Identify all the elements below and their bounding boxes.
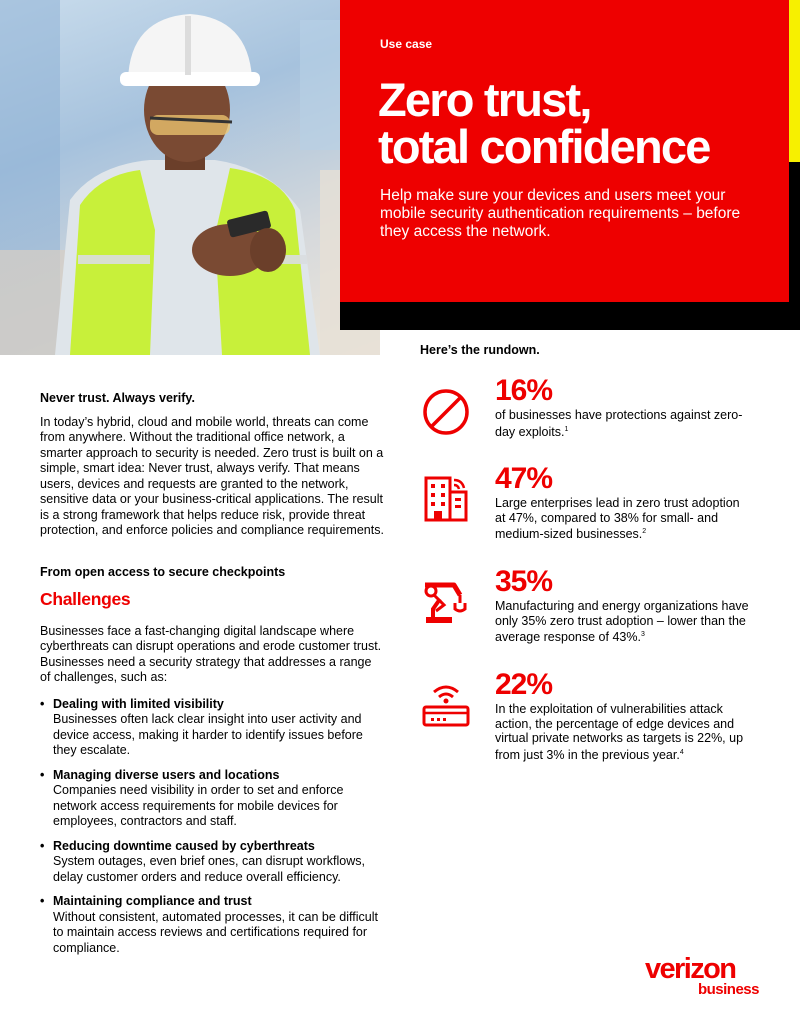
stat-description: In the exploitation of vulnerabilities attack action, the percentage of edge devices and virtual private networks as targets is 22%, up from just 3% in the previous year.$^4$ (495, 702, 744, 762)
eyebrow-label: Use case (380, 37, 433, 51)
bullet-text: Companies need visibility in order to set and enforce network access requirements for mobile devices for employees, contractors and staff. (53, 783, 344, 828)
challenges-intro: Businesses face a fast-changing digital landscape where cyberthreats can disrupt operations and erode customer trust. Businesses need a security strategy that addresses a range of challenges, such as: (40, 623, 382, 684)
footnote-marker: 4 (679, 748, 684, 756)
verizon-business-logo (645, 955, 765, 997)
bullet-title: • Maintaining compliance and trust (53, 894, 252, 908)
bullet-text: Businesses often lack clear insight into user activity and device access, making it harder to identify issues before they escalate. (53, 712, 363, 757)
footnote-marker: 2 (642, 528, 647, 535)
page-title (378, 73, 778, 173)
black-accent-bar (789, 162, 800, 302)
footnote-marker: 1 (564, 425, 569, 433)
rundown-heading: Here’s the rundown. (420, 343, 540, 357)
list-item (40, 768, 385, 830)
robotic-arm-icon (420, 577, 472, 629)
stat-value: 47% (495, 462, 553, 495)
intro-paragraph: In today’s hybrid, cloud and mobile world, threats can come from anywhere. Without the traditional office network, a smarter approach to security is needed. Zero trust is built on a simple, smart idea: Never trust, always verify. That means users, devices and requests are granted to the network, sensitive data or your business-critical applications. The result is a strong framework that helps reduce risk, provide threat protection, and enforce policies and compliance requirements. (40, 414, 384, 537)
list-item (40, 697, 385, 759)
list-item (40, 894, 385, 956)
section-heading: From open access to secure checkpoints (40, 564, 286, 579)
intro-heading: Never trust. Always verify. (40, 391, 195, 405)
logo-wordmark: verizon (645, 953, 736, 985)
bullet-text: Without consistent, automated processes, it can be difficult to maintain access reviews and certifications required for compliance. (53, 909, 378, 955)
buildings-icon (420, 474, 472, 526)
router-icon (420, 680, 472, 732)
hero-subtitle: Help make sure your devices and users meet your mobile security authentication requirements – before they access the network. (380, 187, 741, 240)
challenges-list (40, 697, 385, 957)
hero-panel (340, 0, 789, 302)
footnote-marker: 3 (640, 631, 645, 638)
prohibited-icon (420, 386, 472, 438)
title-line-2: total confidence (378, 120, 710, 173)
worker-illustration (0, 0, 380, 355)
stat-value: 35% (495, 565, 553, 598)
list-item (40, 839, 385, 886)
bullet-text: System outages, even brief ones, can disrupt workflows, delay customer orders and reduce overall efficiency. (53, 854, 365, 884)
stat-value: 16% (495, 374, 553, 407)
stat-description: of businesses have protections against zero-day exploits.$^1$ (495, 408, 743, 439)
stat-value: 22% (495, 668, 553, 701)
hero-shadow-bar (340, 302, 800, 330)
bullet-title: • Managing diverse users and locations (53, 767, 280, 782)
stat-description: Manufacturing and energy organizations have only 35% zero trust adoption – lower than the average response of 43%.$^3$ (495, 599, 749, 645)
logo-subtext: business (697, 981, 759, 998)
title-line-1: Zero trust, (378, 73, 591, 126)
hero-photo (0, 0, 380, 355)
stat-description: Large enterprises lead in zero trust adoption at 47%, compared to 38% for small- and medium-sized businesses.$^2$ (495, 496, 740, 542)
bullet-title: • Reducing downtime caused by cyberthreats (53, 838, 315, 853)
left-column (40, 391, 385, 965)
yellow-accent-bar (789, 0, 800, 162)
bullet-title: • Dealing with limited visibility (53, 696, 224, 711)
challenges-title: Challenges (40, 589, 131, 609)
